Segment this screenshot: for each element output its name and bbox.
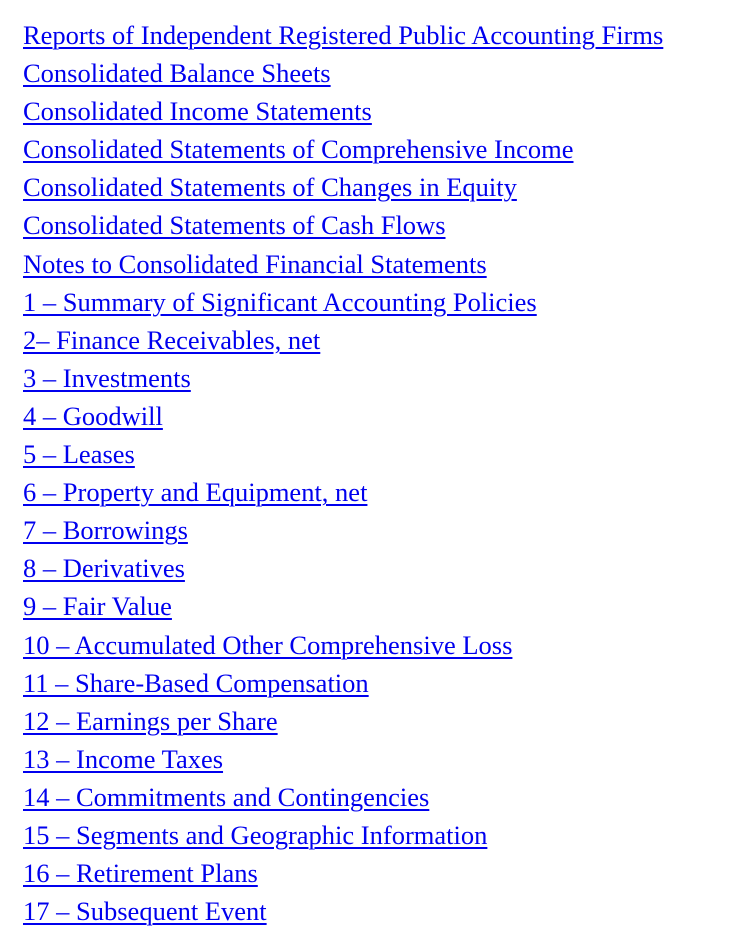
toc-link-auditor-reports[interactable]: Reports of Independent Registered Public Accounting Firms bbox=[23, 20, 664, 50]
toc-link-cash-flows[interactable]: Consolidated Statements of Cash Flows bbox=[23, 210, 446, 241]
toc-link-note-12[interactable]: 12 – Earnings per Share bbox=[23, 705, 278, 736]
list-item bbox=[23, 664, 663, 702]
list-item bbox=[23, 245, 663, 283]
list-item bbox=[23, 511, 663, 549]
toc-link-note-13[interactable]: 13 – Income Taxes bbox=[23, 743, 224, 774]
list-item bbox=[23, 892, 663, 930]
list-item bbox=[23, 321, 663, 359]
list-item bbox=[23, 435, 663, 473]
toc-link-note-11[interactable]: 11 – Share-Based Compensation bbox=[23, 667, 369, 698]
toc-link-note-2[interactable]: 2– Finance Receivables, net bbox=[23, 324, 321, 355]
list-item bbox=[23, 587, 663, 625]
list-item bbox=[23, 778, 663, 816]
toc-link-balance-sheets[interactable]: Consolidated Balance Sheets bbox=[23, 58, 331, 89]
toc-link-note-17[interactable]: 17 – Subsequent Event bbox=[23, 896, 267, 927]
list-item bbox=[23, 54, 663, 92]
toc-link-note-10[interactable]: 10 – Accumulated Other Comprehensive Loss bbox=[23, 629, 513, 660]
toc-link-note-6[interactable]: 6 – Property and Equipment, net bbox=[23, 477, 368, 508]
list-item bbox=[23, 168, 663, 206]
list-item bbox=[23, 549, 663, 587]
toc-link-note-4[interactable]: 4 – Goodwill bbox=[23, 400, 163, 431]
toc-link-note-3[interactable]: 3 – Investments bbox=[23, 362, 191, 393]
list-item bbox=[23, 397, 663, 435]
toc-link-note-15[interactable]: 15 – Segments and Geographic Information bbox=[23, 819, 488, 850]
toc-link-changes-in-equity[interactable]: Consolidated Statements of Changes in Equity bbox=[23, 172, 517, 203]
list-item bbox=[23, 740, 663, 778]
toc-link-note-7[interactable]: 7 – Borrowings bbox=[23, 515, 188, 546]
list-item bbox=[23, 359, 663, 397]
toc-link-note-5[interactable]: 5 – Leases bbox=[23, 439, 135, 470]
list-item bbox=[23, 283, 663, 321]
toc-link-comprehensive-income[interactable]: Consolidated Statements of Comprehensive Income bbox=[23, 134, 574, 165]
toc-link-note-9[interactable]: 9 – Fair Value bbox=[23, 591, 172, 622]
toc-link-note-8[interactable]: 8 – Derivatives bbox=[23, 553, 185, 584]
list-item bbox=[23, 206, 663, 244]
toc-link-note-16[interactable]: 16 – Retirement Plans bbox=[23, 858, 258, 889]
list-item bbox=[23, 626, 663, 664]
list-item bbox=[23, 473, 663, 511]
list-item bbox=[23, 702, 663, 740]
list-item bbox=[23, 816, 663, 854]
list-item bbox=[23, 854, 663, 892]
toc-link-note-14[interactable]: 14 – Commitments and Contingencies bbox=[23, 781, 430, 812]
list-item bbox=[23, 16, 663, 54]
toc-link-income-statements[interactable]: Consolidated Income Statements bbox=[23, 96, 372, 127]
toc-link-notes[interactable]: Notes to Consolidated Financial Statements bbox=[23, 248, 487, 279]
toc-link-note-1[interactable]: 1 – Summary of Significant Accounting Policies bbox=[23, 286, 537, 317]
list-item bbox=[23, 92, 663, 130]
list-item bbox=[23, 130, 663, 168]
table-of-contents bbox=[23, 16, 663, 930]
